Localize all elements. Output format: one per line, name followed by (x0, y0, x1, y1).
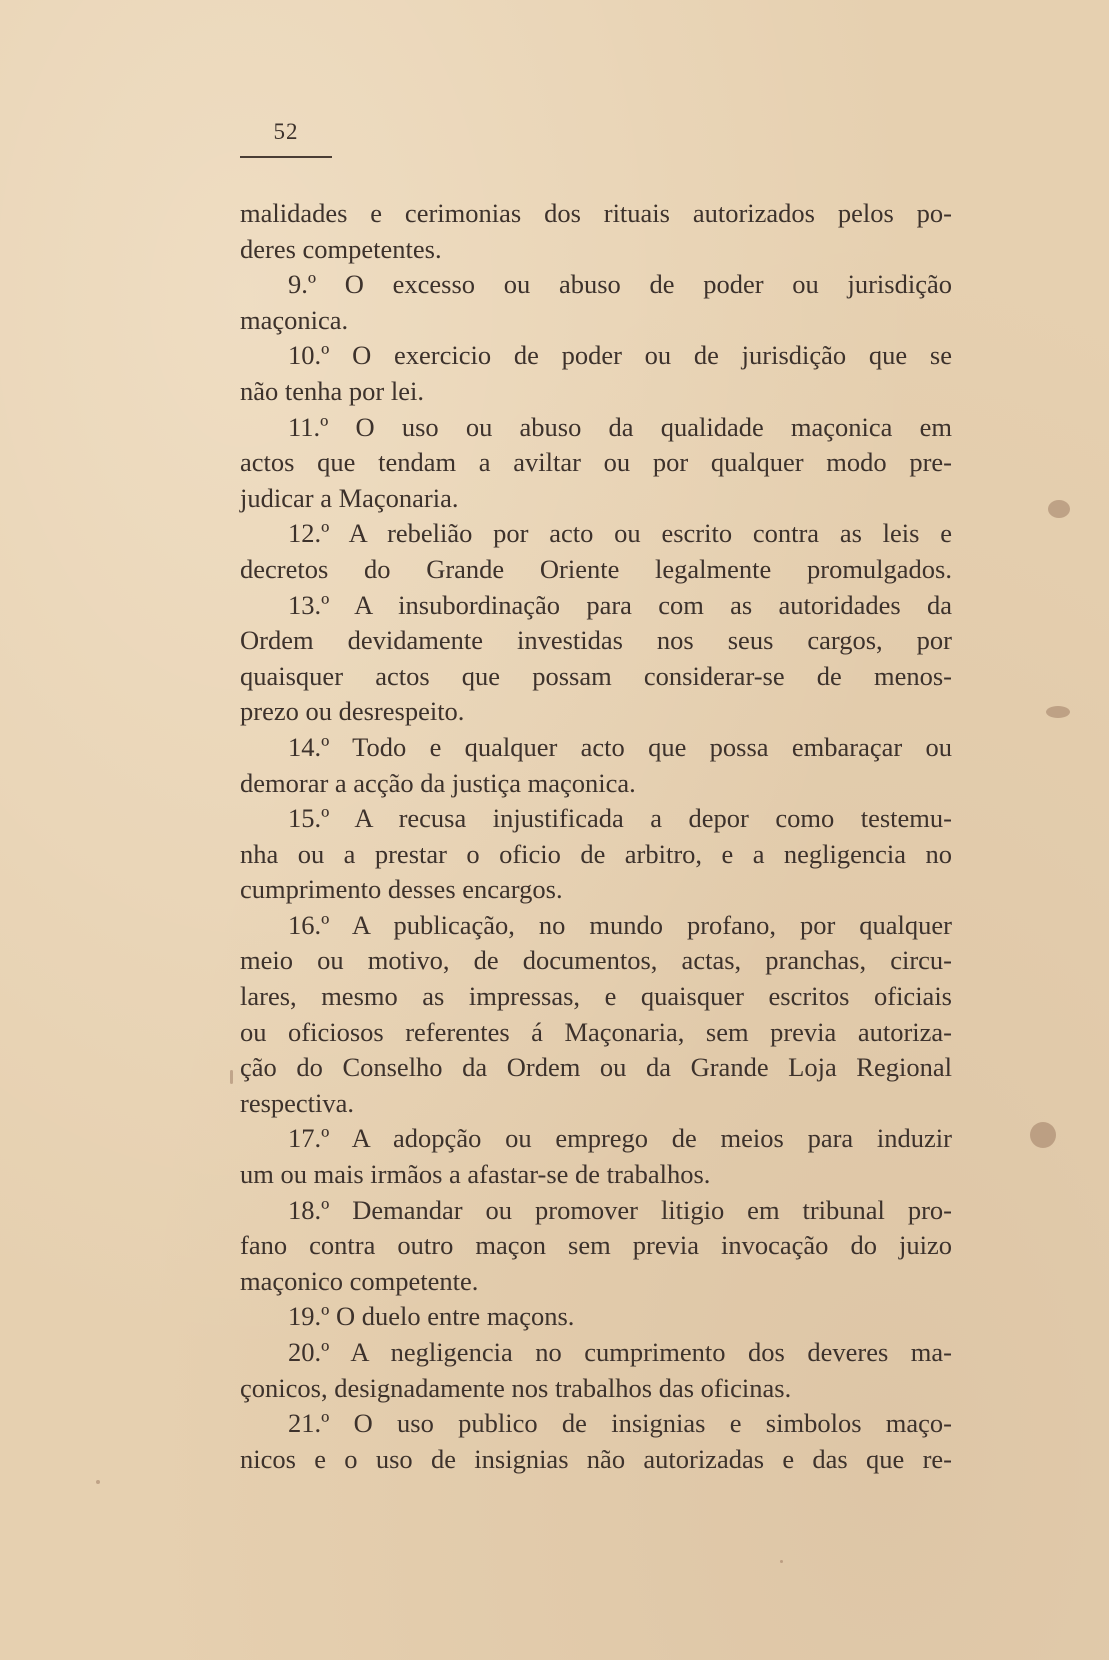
ink-stain (1048, 500, 1070, 518)
text-line: ção do Conselho da Ordem ou da Grande Loja Regional (240, 1052, 952, 1083)
text-line: actos que tendam a aviltar ou por qualquer modo pre- (240, 447, 952, 478)
text-line: 9.º O excesso ou abuso de poder ou jurisdição (288, 269, 952, 300)
text-line: nicos e o uso de insignias não autorizadas e das que re- (240, 1443, 952, 1474)
page-number: 52 (273, 119, 299, 144)
text-line: 21.º O uso publico de insignias e simbolos maço- (288, 1408, 952, 1439)
text-line: 18.º Demandar ou promover litigio em tribunal pro- (288, 1194, 952, 1225)
text-line: çonicos, designadamente nos trabalhos das oficinas. (240, 1372, 792, 1403)
text-line: 12.º A rebelião por acto ou escrito contra as leis e (288, 518, 952, 549)
text-line: 16.º A publicação, no mundo profano, por qualquer (288, 909, 952, 940)
text-line: judicar a Maçonaria. (240, 482, 459, 513)
text-line: prezo ou desrespeito. (240, 696, 465, 727)
text-line: ou oficiosos referentes á Maçonaria, sem previa autoriza- (240, 1016, 952, 1047)
text-line: maçonico competente. (240, 1265, 479, 1296)
paper-speck (230, 1070, 233, 1084)
text-line: 20.º A negligencia no cumprimento dos deveres ma- (288, 1337, 952, 1367)
text-line: não tenha por lei. (240, 375, 424, 406)
text-line: meio ou motivo, de documentos, actas, pranchas, circu- (240, 945, 952, 976)
text-line: 17.º A adopção ou emprego de meios para induzir (288, 1123, 952, 1154)
text-line: cumprimento desses encargos. (240, 874, 563, 905)
text-line: maçonica. (240, 304, 349, 335)
text-line: 19.º O duelo entre maçons. (288, 1301, 575, 1332)
text-line: 10.º O exercicio de poder ou de jurisdição que se (288, 340, 952, 371)
text-line: quaisquer actos que possam considerar-se de menos- (240, 660, 952, 691)
page-number-rule (240, 156, 332, 158)
text-line: decretos do Grande Oriente legalmente promulgados. (240, 553, 952, 584)
paper-speck (780, 1560, 783, 1563)
ink-stain (1030, 1122, 1056, 1148)
text-line: deres competentes. (240, 233, 442, 264)
text-line: fano contra outro maçon sem previa invocação do juizo (240, 1230, 952, 1261)
ink-stain (1046, 706, 1070, 718)
text-line: 13.º A insubordinação para com as autoridades da (288, 589, 952, 620)
text-line: lares, mesmo as impressas, e quaisquer escritos oficiais (240, 981, 952, 1012)
text-line: 15.º A recusa injustificada a depor como testemu- (288, 803, 952, 834)
text-line: 11.º O uso ou abuso da qualidade maçonica em (288, 411, 952, 442)
text-line: malidades e cerimonias dos rituais autorizados pelos po- (240, 198, 952, 228)
text-line: 14.º Todo e qualquer acto que possa embaraçar ou (288, 731, 952, 762)
text-line: um ou mais irmãos a afastar-se de trabalhos. (240, 1159, 711, 1190)
text-line: demorar a acção da justiça maçonica. (240, 767, 636, 798)
text-line: Ordem devidamente investidas nos seus cargos, por (240, 625, 952, 656)
paper-speck (96, 1480, 100, 1484)
text-line: nha ou a prestar o oficio de arbitro, e a negligencia no (240, 838, 952, 869)
text-line: respectiva. (240, 1087, 355, 1118)
body-text (240, 196, 952, 1477)
